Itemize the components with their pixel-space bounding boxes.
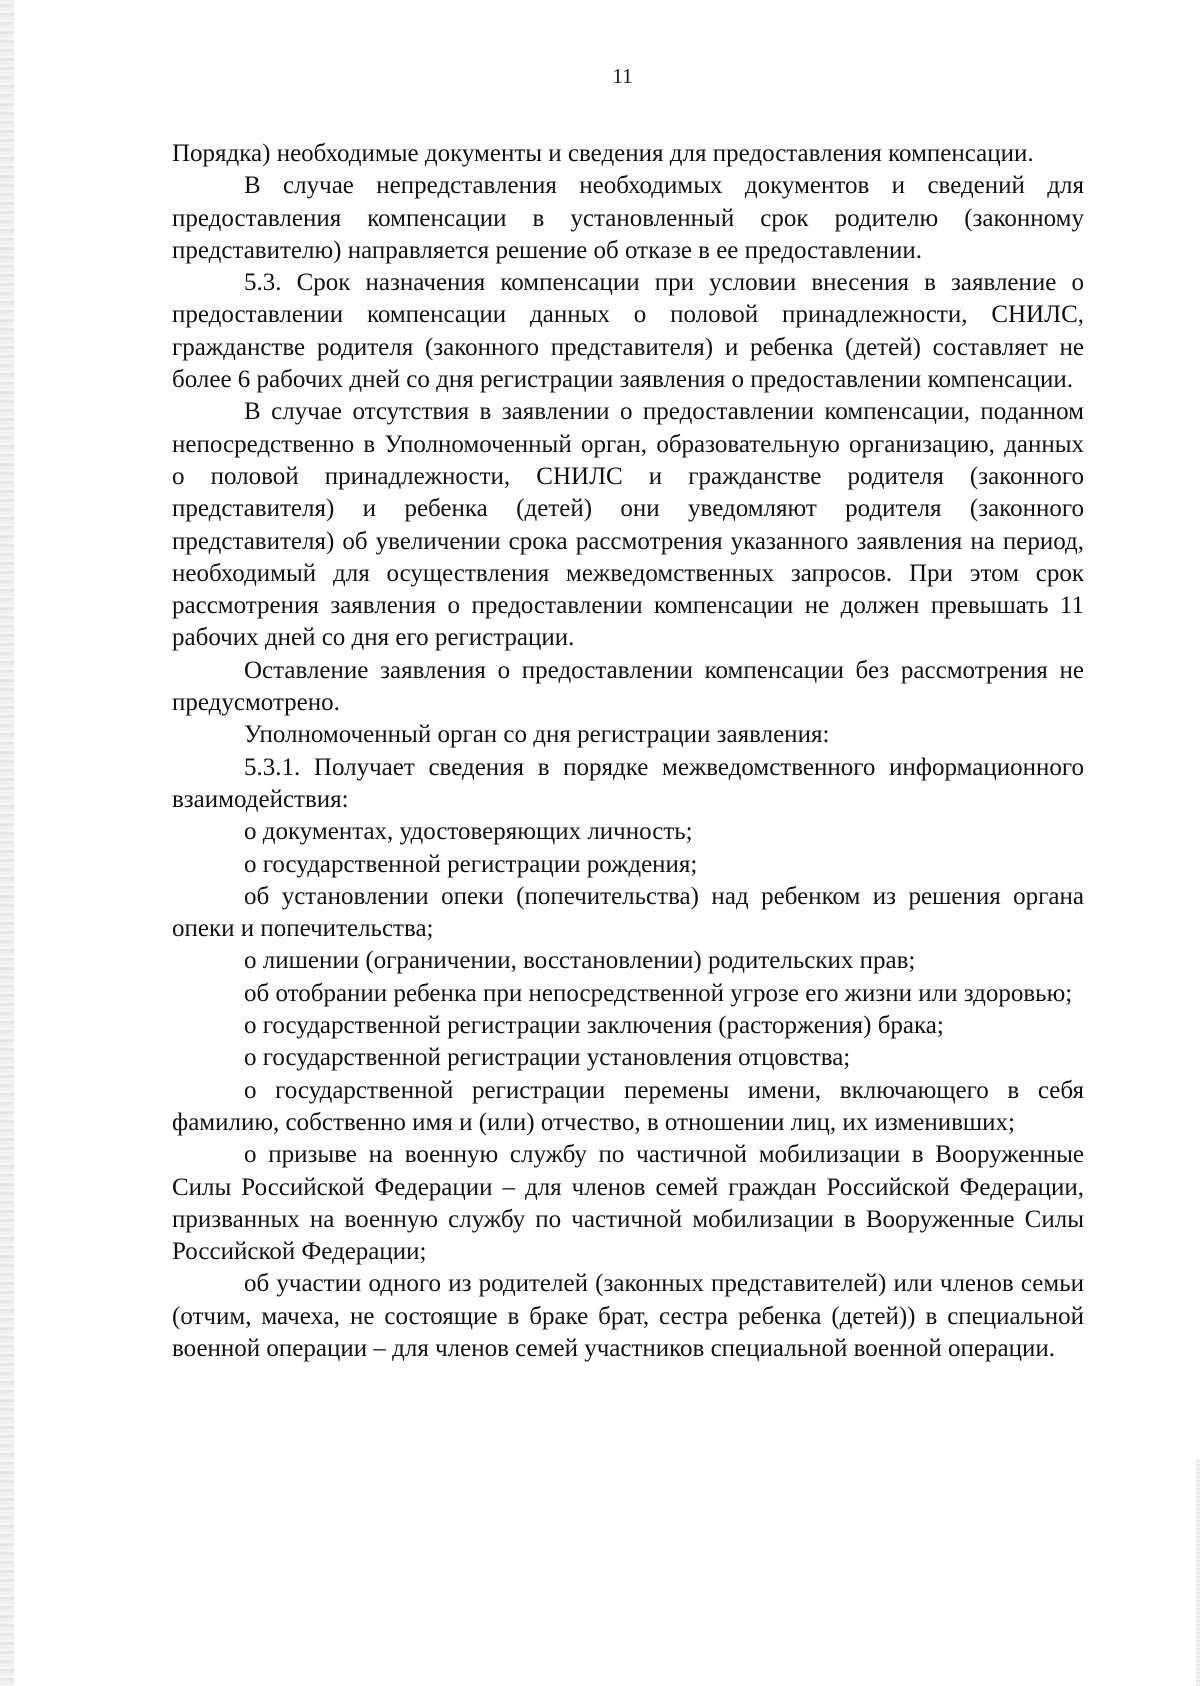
document-body [172,138,1084,1365]
paragraph-10: об установлении опеки (попечительства) над ребенком из решения органа опеки и попечительства; [172,882,1084,943]
paragraph-4: В случае отсутствия в заявлении о предоставлении компенсации, поданном непосредственно в Уполномоченный орган, образовательную организацию, данных о половой принадлежности, СНИЛС и гражданстве родителя (законного представителя) и ребенка (детей) они уведомляют родителя (законного представителя) об увеличении срока рассмотрения указанного заявления на период, необходимый для осуществления межведомственных запросов. При этом срок рассмотрения заявления о предоставлении компенсации не должен превышать 11 рабочих дней со дня его регистрации. [172,398,1084,652]
paragraph-15: о государственной регистрации перемены имени, включающего в себя фамилию, собственно имя и (или) отчество, в отношении лиц, их изменивших; [172,1076,1084,1136]
scan-edge-left [0,0,14,1686]
paragraph-13: о государственной регистрации заключения (расторжения) брака; [244,1012,944,1040]
paragraph-16: о призыве на военную службу по частичной мобилизации в Вооруженные Силы Российской Федерации – для членов семей граждан Российской Федерации, призванных на военную службу по частичной мобилизации в Вооруженные Силы Российской Федерации; [172,1141,1084,1266]
paragraph-17: об участии одного из родителей (законных представителей) или членов семьи (отчим, мачеха, не состоящие в браке брат, сестра ребенка (детей)) в специальной военной операции – для членов семей участников специальной военной операции. [172,1270,1084,1362]
paragraph-12: об отобрании ребенка при непосредственной угрозе его жизни или здоровью; [244,979,1073,1007]
paragraph-2: В случае непредставления необходимых документов и сведений для предоставления компенсации в установленный срок родителю (законному представителю) направляется решение об отказе в ее предоставлении. [172,172,1084,264]
paragraph-5: Оставление заявления о предоставлении компенсации без рассмотрения не предусмотрено. [172,656,1084,717]
paragraph-6: Уполномоченный орган со дня регистрации заявления: [244,721,830,749]
paragraph-3: 5.3. Срок назначения компенсации при условии внесения в заявление о предоставлении компенсации данных о половой принадлежности, СНИЛС, гражданстве родителя (законного представителя) и ребенка (детей) составляет не более 6 рабочих дней со дня регистрации заявления о предоставлении компенсации. [172,269,1084,394]
paragraph-7: 5.3.1. Получает сведения в порядке межведомственного информационного взаимодействия: [172,753,1084,813]
paragraph-11: о лишении (ограничении, восстановлении) родительских прав; [244,947,916,975]
paragraph-1: Порядка) необходимые документы и сведения для предоставления компенсации. [172,140,1034,167]
paragraph-8: о документах, удостоверяющих личность; [244,818,693,846]
paragraph-14: о государственной регистрации установления отцовства; [244,1044,851,1072]
scan-edge-right [1196,1460,1200,1686]
paragraph-9: о государственной регистрации рождения; [244,850,698,878]
page-number: 11 [612,64,633,88]
